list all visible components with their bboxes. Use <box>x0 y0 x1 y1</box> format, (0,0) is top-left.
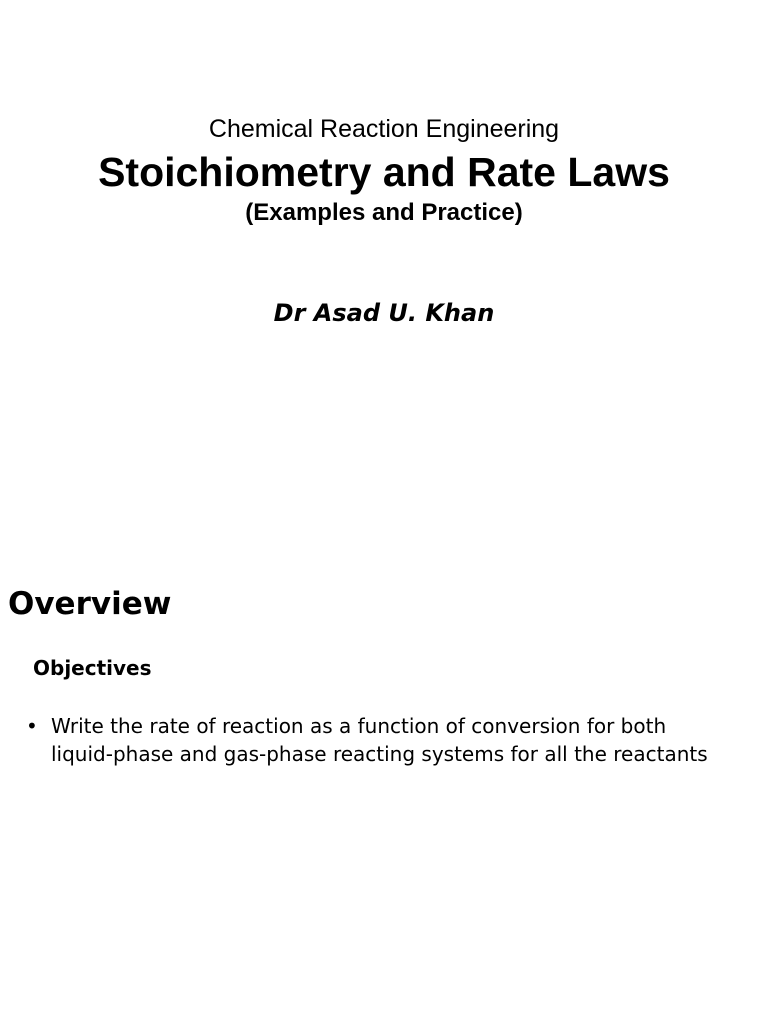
course-name: Chemical Reaction Engineering <box>208 115 560 143</box>
objectives-heading: Objectives <box>33 656 152 680</box>
list-item <box>0 712 768 768</box>
overview-heading: Overview <box>8 586 172 622</box>
objectives-list <box>0 712 768 768</box>
bullet-text: Write the rate of reaction as a function of conversion for both liquid-phase and gas-phase reacting systems for all the reactants <box>51 714 708 766</box>
slide-title: Stoichiometry and Rate Laws <box>98 149 670 195</box>
bullet-icon: • <box>26 714 38 738</box>
author-name: Dr Asad U. Khan <box>273 299 495 327</box>
slide-subtitle: (Examples and Practice) <box>245 199 523 226</box>
